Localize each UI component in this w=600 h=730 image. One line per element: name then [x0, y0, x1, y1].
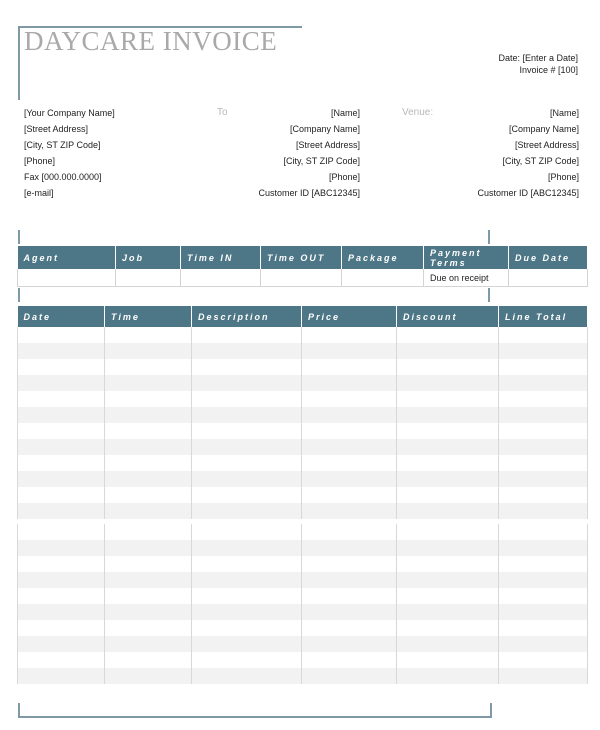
cell-due-date[interactable]	[509, 269, 588, 287]
table-cell[interactable]	[18, 540, 105, 556]
table-cell[interactable]	[192, 391, 302, 407]
table-cell[interactable]	[499, 455, 588, 471]
frame-bottom-line	[18, 716, 492, 718]
table-cell[interactable]	[18, 407, 105, 423]
table-cell[interactable]	[105, 588, 192, 604]
table-cell[interactable]	[18, 524, 105, 540]
table-cell[interactable]	[499, 668, 588, 684]
company-email: [e-mail]	[24, 188, 54, 198]
table-cell[interactable]	[397, 375, 499, 391]
table-cell[interactable]	[18, 556, 105, 572]
table-cell[interactable]	[105, 359, 192, 375]
venue-block	[477, 105, 579, 201]
table-cell[interactable]	[105, 455, 192, 471]
table-cell[interactable]	[105, 439, 192, 455]
table-cell[interactable]	[18, 423, 105, 439]
table-cell[interactable]	[397, 327, 499, 343]
table-cell[interactable]	[192, 407, 302, 423]
company-phone: [Phone]	[24, 156, 56, 166]
frame-left-line-mid	[18, 230, 20, 244]
to-block	[258, 105, 360, 201]
invoice-title: DAYCARE INVOICE	[24, 26, 278, 56]
header-line-total: Line Total	[499, 306, 588, 327]
header-discount: Discount	[397, 306, 499, 327]
table-cell[interactable]	[105, 620, 192, 636]
table-cell[interactable]	[105, 327, 192, 343]
table-row	[18, 588, 588, 604]
table-cell[interactable]	[499, 652, 588, 668]
table-cell[interactable]	[105, 343, 192, 359]
table-cell[interactable]	[302, 455, 397, 471]
table-cell[interactable]	[105, 487, 192, 503]
header-price: Price	[302, 306, 397, 327]
table-cell[interactable]	[397, 503, 499, 519]
table-cell[interactable]	[192, 588, 302, 604]
table-cell[interactable]	[18, 652, 105, 668]
table-cell[interactable]	[105, 503, 192, 519]
table-cell[interactable]	[302, 524, 397, 540]
table-row	[18, 556, 588, 572]
table-cell[interactable]	[302, 636, 397, 652]
table-cell[interactable]	[397, 636, 499, 652]
table-row	[18, 668, 588, 684]
table-row	[18, 487, 588, 503]
table-cell[interactable]	[105, 668, 192, 684]
table-cell[interactable]	[192, 556, 302, 572]
table-cell[interactable]	[192, 439, 302, 455]
table-cell[interactable]	[302, 423, 397, 439]
table-cell[interactable]	[499, 487, 588, 503]
to-city: [City, ST ZIP Code]	[283, 156, 360, 166]
table-cell[interactable]	[499, 556, 588, 572]
table-cell[interactable]	[302, 620, 397, 636]
table-cell[interactable]	[499, 572, 588, 588]
table-cell[interactable]	[18, 572, 105, 588]
table-cell[interactable]	[18, 375, 105, 391]
table-cell[interactable]	[18, 503, 105, 519]
table-row	[18, 540, 588, 556]
table-cell[interactable]	[192, 327, 302, 343]
table-cell[interactable]	[499, 359, 588, 375]
table-cell[interactable]	[105, 407, 192, 423]
to-street: [Street Address]	[295, 140, 360, 150]
table-cell[interactable]	[302, 375, 397, 391]
table-cell[interactable]	[192, 620, 302, 636]
venue-company: [Company Name]	[508, 124, 579, 134]
table-row	[18, 572, 588, 588]
table-cell[interactable]	[499, 471, 588, 487]
table-cell[interactable]	[397, 652, 499, 668]
company-fax: Fax [000.000.0000]	[24, 172, 102, 182]
cell-job[interactable]	[116, 269, 181, 287]
table-cell[interactable]	[105, 524, 192, 540]
cell-time-in[interactable]	[181, 269, 261, 287]
table-row	[18, 471, 588, 487]
table-cell[interactable]	[499, 439, 588, 455]
table-row	[18, 343, 588, 359]
table-cell[interactable]	[192, 423, 302, 439]
to-label: To	[217, 107, 228, 118]
header-payment-terms: Payment Terms	[424, 246, 509, 269]
table-cell[interactable]	[192, 604, 302, 620]
table-row	[18, 359, 588, 375]
table-cell[interactable]	[192, 375, 302, 391]
table-row	[18, 423, 588, 439]
table-cell[interactable]	[302, 588, 397, 604]
table-cell[interactable]	[18, 668, 105, 684]
venue-city: [City, ST ZIP Code]	[502, 156, 579, 166]
table-cell[interactable]	[105, 540, 192, 556]
table-cell[interactable]	[192, 572, 302, 588]
table-cell[interactable]	[105, 636, 192, 652]
frame-right-line-mid	[488, 230, 490, 244]
to-company: [Company Name]	[289, 124, 360, 134]
header-date: Date	[18, 306, 105, 327]
table-cell[interactable]	[192, 540, 302, 556]
table-row	[18, 652, 588, 668]
table-cell[interactable]	[302, 604, 397, 620]
table-cell[interactable]	[302, 359, 397, 375]
table-cell[interactable]	[302, 327, 397, 343]
table-row	[18, 391, 588, 407]
table-cell[interactable]	[397, 604, 499, 620]
table-cell[interactable]	[302, 487, 397, 503]
table-cell[interactable]	[302, 652, 397, 668]
table-cell[interactable]	[499, 524, 588, 540]
table-cell[interactable]	[302, 407, 397, 423]
table-row	[18, 636, 588, 652]
table-cell[interactable]	[105, 652, 192, 668]
table-row	[18, 524, 588, 540]
table-cell[interactable]	[105, 375, 192, 391]
frame-left-line-top	[18, 26, 20, 100]
table-row	[18, 620, 588, 636]
table-cell[interactable]	[397, 407, 499, 423]
table-cell[interactable]	[18, 343, 105, 359]
table-cell[interactable]	[105, 572, 192, 588]
table-cell[interactable]	[397, 439, 499, 455]
table-cell[interactable]	[192, 668, 302, 684]
header-time-in: Time IN	[181, 246, 261, 269]
table-cell[interactable]	[397, 487, 499, 503]
table-cell[interactable]	[397, 540, 499, 556]
to-customer-id: Customer ID [ABC12345]	[258, 188, 360, 198]
table-cell[interactable]	[302, 471, 397, 487]
venue-name: [Name]	[549, 108, 579, 118]
venue-street: [Street Address]	[514, 140, 579, 150]
frame-left-line-bottom	[18, 703, 20, 717]
table-cell[interactable]	[192, 487, 302, 503]
table-cell[interactable]	[192, 503, 302, 519]
table-cell[interactable]	[192, 524, 302, 540]
table-cell[interactable]	[397, 455, 499, 471]
table-cell[interactable]	[302, 556, 397, 572]
table-cell[interactable]	[499, 343, 588, 359]
table-row	[18, 327, 588, 343]
table-cell[interactable]	[499, 375, 588, 391]
table-cell[interactable]	[499, 636, 588, 652]
table-cell[interactable]	[192, 652, 302, 668]
table-cell[interactable]	[499, 407, 588, 423]
venue-label: Venue:	[402, 107, 434, 118]
table-cell[interactable]	[18, 359, 105, 375]
table-cell[interactable]	[18, 588, 105, 604]
cell-payment-terms[interactable]: Due on receipt	[424, 269, 509, 287]
table-cell[interactable]	[105, 471, 192, 487]
table-cell[interactable]	[105, 391, 192, 407]
table-cell[interactable]	[192, 471, 302, 487]
table-cell[interactable]	[192, 343, 302, 359]
table-cell[interactable]	[302, 572, 397, 588]
to-phone: [Phone]	[328, 172, 360, 182]
table-cell[interactable]	[499, 503, 588, 519]
frame-right-line-bottom	[490, 703, 492, 717]
table-cell[interactable]	[397, 668, 499, 684]
company-name: [Your Company Name]	[24, 108, 115, 118]
table-cell[interactable]	[499, 327, 588, 343]
table-cell[interactable]	[397, 423, 499, 439]
header-time-out: Time OUT	[261, 246, 342, 269]
table-cell[interactable]	[18, 636, 105, 652]
table-cell[interactable]	[18, 327, 105, 343]
table-cell[interactable]	[499, 540, 588, 556]
table-row	[18, 407, 588, 423]
table-row	[18, 503, 588, 519]
header-time: Time	[105, 306, 192, 327]
table-cell[interactable]	[397, 471, 499, 487]
company-block	[24, 105, 115, 201]
venue-phone: [Phone]	[547, 172, 579, 182]
table-cell[interactable]	[302, 343, 397, 359]
table-cell[interactable]	[18, 455, 105, 471]
table-row	[18, 375, 588, 391]
table-cell[interactable]	[105, 423, 192, 439]
table-cell[interactable]	[18, 391, 105, 407]
job-row	[18, 269, 588, 287]
header-due-date: Due Date	[509, 246, 588, 269]
table-cell[interactable]	[397, 588, 499, 604]
header-job: Job	[116, 246, 181, 269]
table-cell[interactable]	[397, 359, 499, 375]
table-cell[interactable]	[302, 668, 397, 684]
table-cell[interactable]	[18, 620, 105, 636]
table-row	[18, 604, 588, 620]
table-cell[interactable]	[105, 556, 192, 572]
table-cell[interactable]	[18, 439, 105, 455]
to-name: [Name]	[330, 108, 360, 118]
cell-package[interactable]	[342, 269, 424, 287]
table-cell[interactable]	[192, 455, 302, 471]
table-cell[interactable]	[397, 572, 499, 588]
cell-agent[interactable]	[18, 269, 116, 287]
invoice-number: Invoice # [100]	[519, 65, 578, 75]
invoice-date: Date: [Enter a Date]	[498, 53, 578, 63]
job-table	[17, 246, 588, 287]
table-cell[interactable]	[302, 391, 397, 407]
table-cell[interactable]	[105, 604, 192, 620]
table-row	[18, 439, 588, 455]
venue-customer-id: Customer ID [ABC12345]	[477, 188, 579, 198]
cell-time-out[interactable]	[261, 269, 342, 287]
table-cell[interactable]	[499, 620, 588, 636]
table-cell[interactable]	[18, 604, 105, 620]
company-city: [City, ST ZIP Code]	[24, 140, 101, 150]
table-cell[interactable]	[397, 391, 499, 407]
table-cell[interactable]	[499, 588, 588, 604]
header-description: Description	[192, 306, 302, 327]
table-cell[interactable]	[18, 487, 105, 503]
table-row	[18, 455, 588, 471]
company-street: [Street Address]	[24, 124, 89, 134]
table-cell[interactable]	[192, 636, 302, 652]
table-cell[interactable]	[499, 604, 588, 620]
table-cell[interactable]	[499, 423, 588, 439]
frame-right-line-low	[488, 288, 490, 302]
table-cell[interactable]	[397, 556, 499, 572]
items-table	[17, 306, 588, 684]
table-cell[interactable]	[302, 540, 397, 556]
table-cell[interactable]	[499, 391, 588, 407]
table-cell[interactable]	[302, 503, 397, 519]
frame-left-line-low	[18, 288, 20, 302]
table-cell[interactable]	[18, 471, 105, 487]
table-cell[interactable]	[397, 620, 499, 636]
header-agent: Agent	[18, 246, 116, 269]
table-cell[interactable]	[397, 524, 499, 540]
table-cell[interactable]	[397, 343, 499, 359]
header-package: Package	[342, 246, 424, 269]
table-cell[interactable]	[302, 439, 397, 455]
table-cell[interactable]	[192, 359, 302, 375]
